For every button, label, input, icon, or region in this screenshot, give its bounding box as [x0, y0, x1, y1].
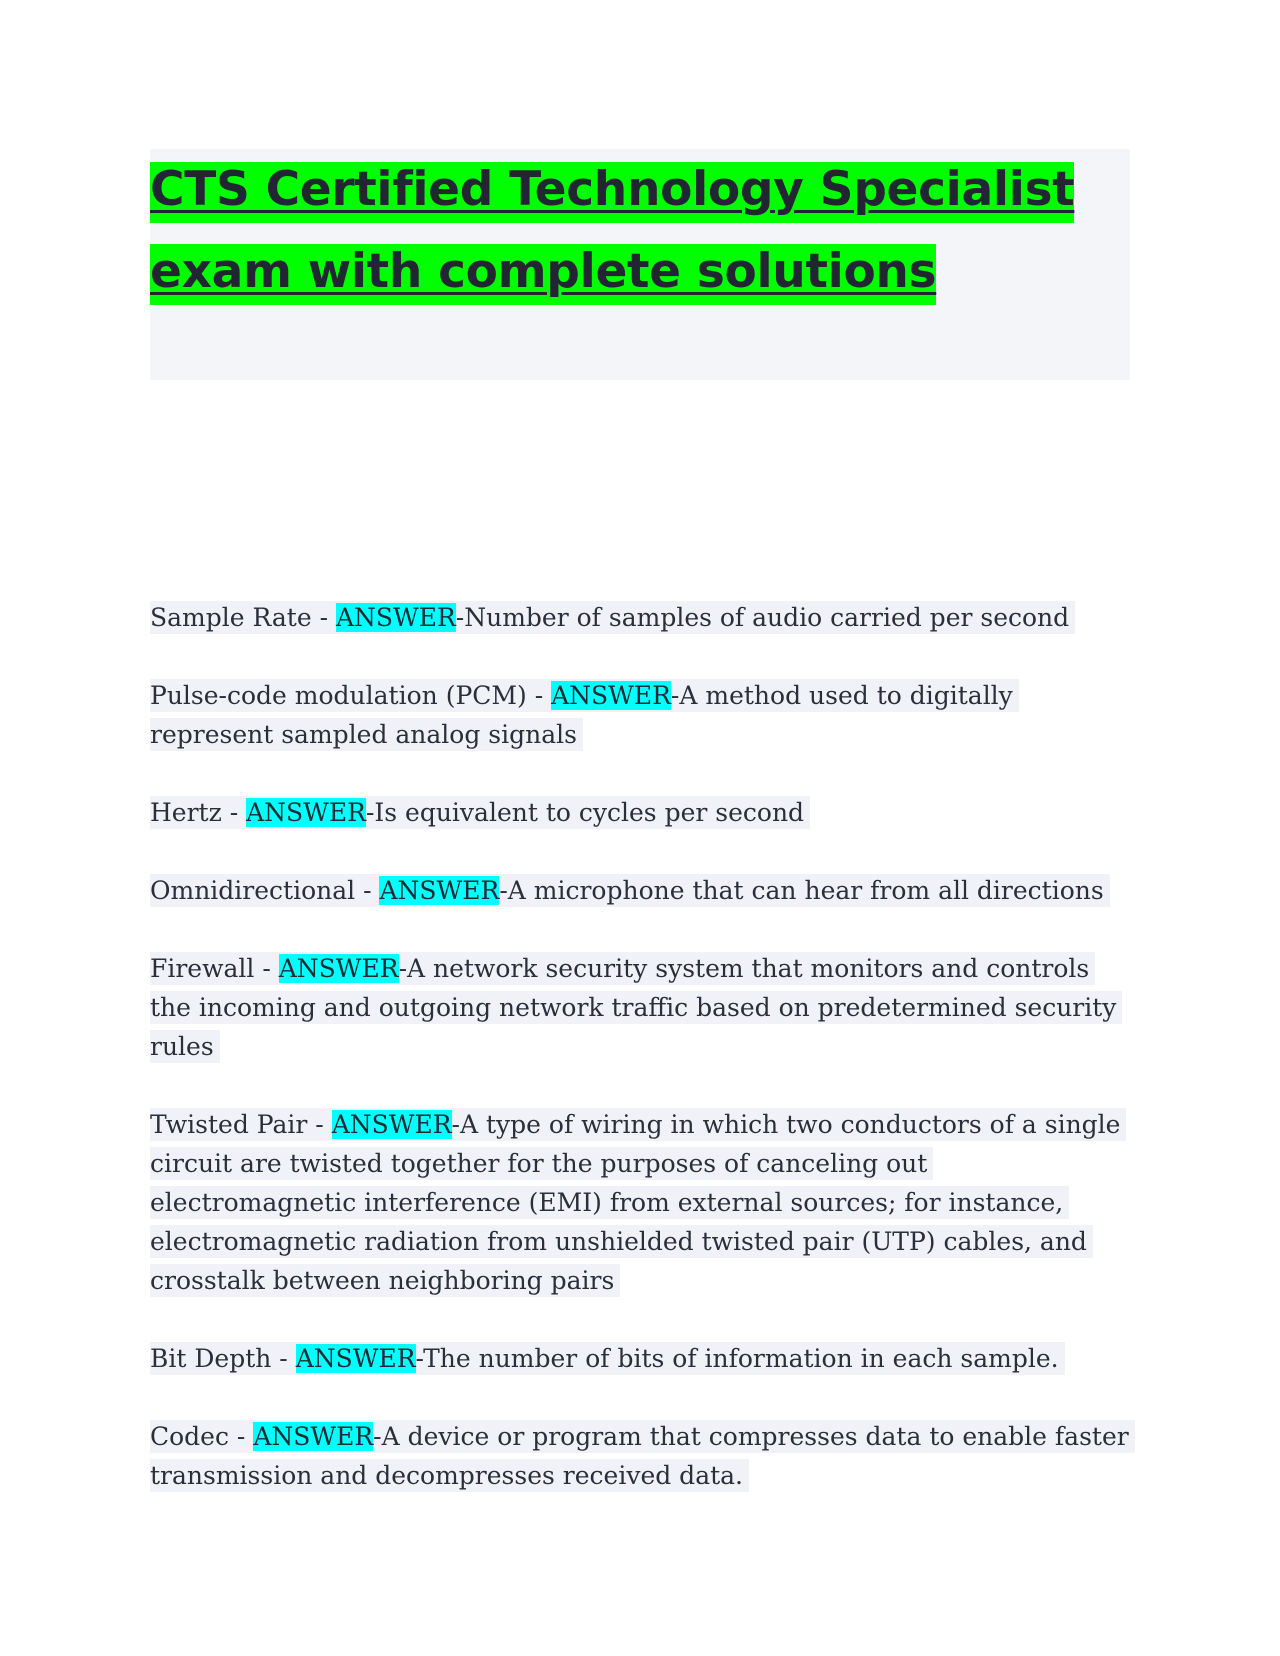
answer-tag: ANSWER [246, 798, 366, 827]
answer-tag: ANSWER [295, 1344, 416, 1373]
answer-tag: ANSWER [278, 954, 399, 983]
definition: -A type of wiring in which two conductors of a single circuit are twisted together for the purposes of canceling out electromagnetic interference (EMI) from external sources; for instance, electromagnetic radiation from unshielded twisted pair (UTP) cables, and crosstalk between neighboring pairs [150, 1110, 1121, 1295]
list-item [150, 949, 1130, 1066]
term: Twisted Pair - [150, 1110, 332, 1139]
answer-tag: ANSWER [551, 681, 671, 710]
definition: -A device or program that compresses data to enable faster transmission and decompresses received data. [150, 1422, 1129, 1490]
title-line-1: CTS Certified Technology Specialist [150, 162, 1074, 223]
term: Pulse-code modulation (PCM) - [150, 681, 552, 710]
list-item [150, 598, 1130, 637]
term: Firewall - [150, 954, 279, 983]
term: Bit Depth - [150, 1344, 296, 1373]
list-item [150, 871, 1130, 910]
answer-tag: ANSWER [379, 876, 500, 905]
list-item [150, 1417, 1130, 1495]
definition: -A microphone that can hear from all directions [499, 876, 1104, 905]
term: Omnidirectional - [150, 876, 380, 905]
term: Hertz - [150, 798, 247, 827]
list-item [150, 676, 1130, 754]
definition: -The number of bits of information in each sample. [415, 1344, 1059, 1373]
answer-tag: ANSWER [331, 1110, 452, 1139]
qa-list [150, 598, 1130, 1534]
answer-tag: ANSWER [335, 603, 456, 632]
list-item [150, 1339, 1130, 1378]
definition: -A method used to digitally represent sampled analog signals [150, 681, 1013, 749]
list-item [150, 1105, 1130, 1300]
page-title [150, 149, 1130, 313]
definition: -Is equivalent to cycles per second [365, 798, 805, 827]
title-line-2: exam with complete solutions [150, 244, 936, 305]
term: Codec - [150, 1422, 254, 1451]
answer-tag: ANSWER [253, 1422, 374, 1451]
definition: -A network security system that monitors and controls the incoming and outgoing network traffic based on predetermined security rules [150, 954, 1117, 1061]
term: Sample Rate - [150, 603, 336, 632]
list-item [150, 793, 1130, 832]
definition: -Number of samples of audio carried per second [455, 603, 1070, 632]
